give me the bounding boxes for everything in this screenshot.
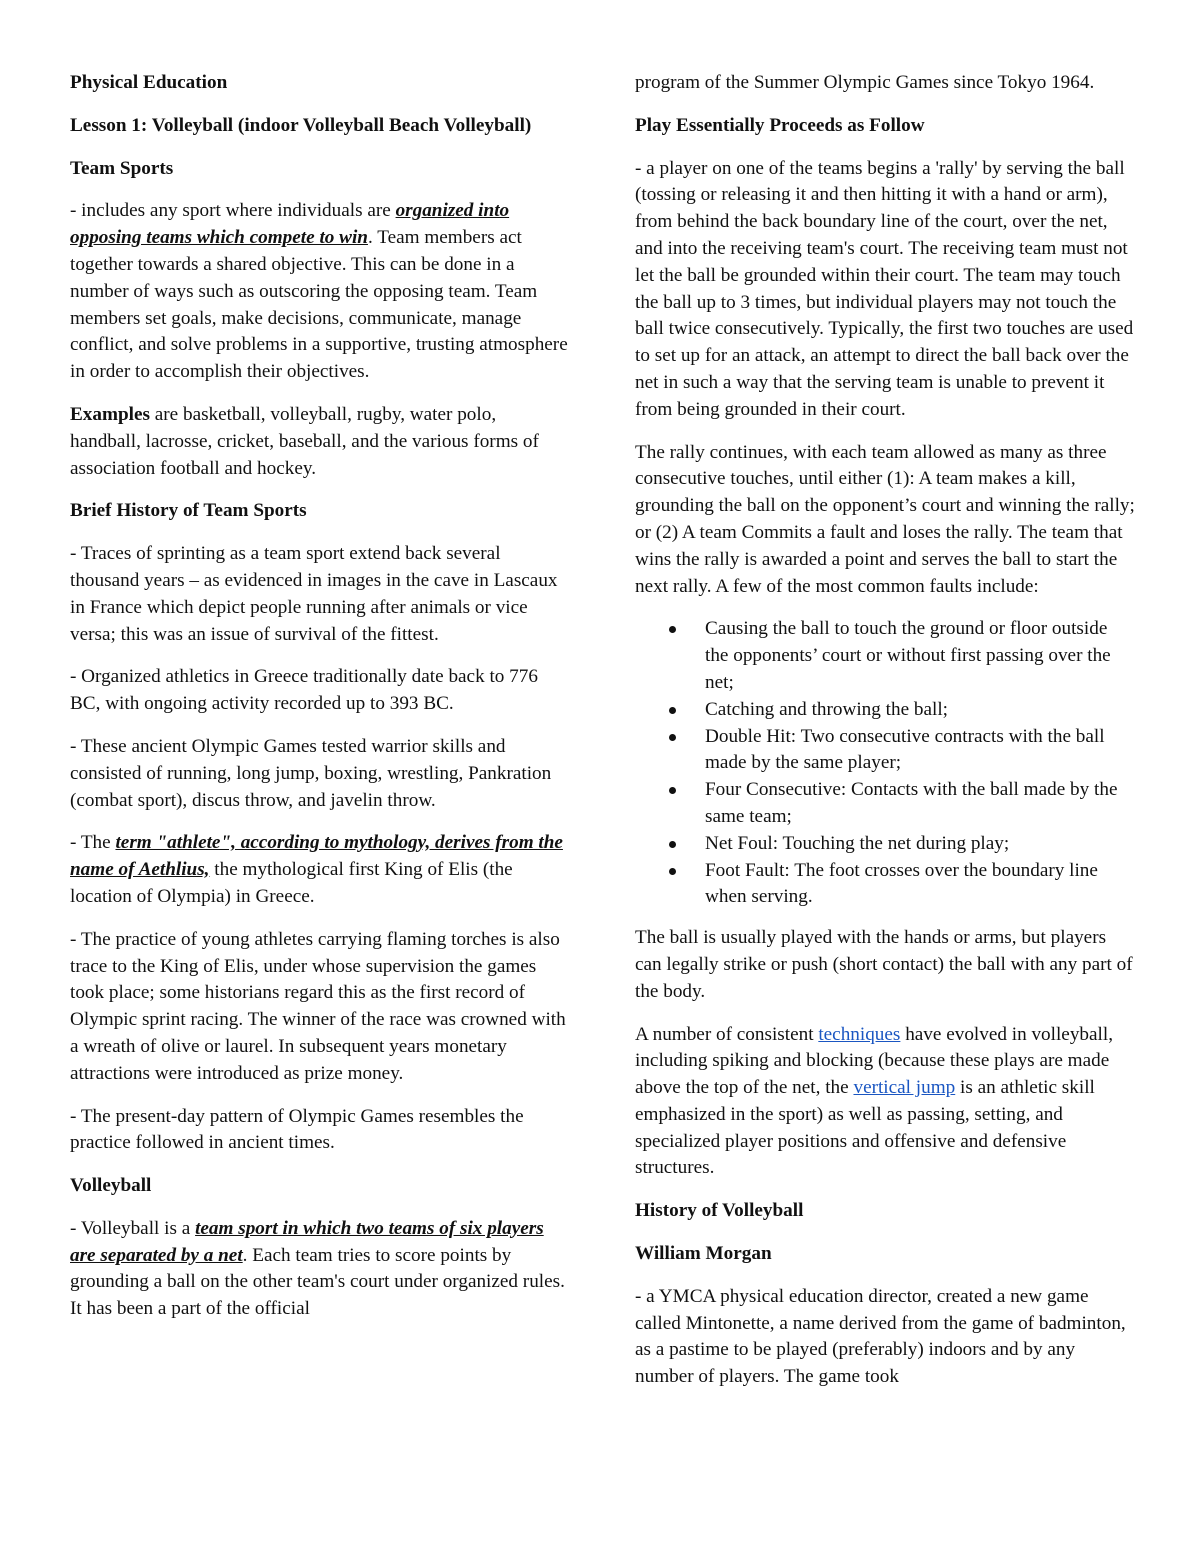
vertical-jump-link[interactable]: vertical jump [853,1077,956,1099]
text: - includes any sport where individuals are [70,200,396,222]
text: have evolved in volleyball, including spiking and blocking (because these plays are made above the top of the net, the [635,1023,1113,1099]
play-paragraph: - a player on one of the teams begins a 'rally' by serving the ball (tossing or releasing it and then hitting it with a hand or arm), from behind the back boundary line of the court, over the net, and into the receiving team's court. The receiving team must not let the ball be grounded within their court. The team may touch the ball up to 3 times, but individual players may not touch the ball twice consecutively. Typically, the first two touches are used to set up for an attack, an attempt to direct the ball back over the net in such a way that the serving team is unable to prevent it from being grounded in their court. [635,157,1134,420]
text: - Volleyball is a [70,1217,196,1239]
list-item: Causing the ball to touch the ground or floor outside the opponents’ court or without first passing over the net; [705,616,1135,696]
text: - The [70,832,116,854]
examples-paragraph [70,402,570,482]
team-sports-heading: Team Sports [70,157,174,179]
team-sports-paragraph [70,198,570,386]
history-of-volleyball-heading: History of Volleyball [635,1200,804,1222]
techniques-link[interactable]: techniques [818,1023,901,1045]
text: the mythological first King of Elis (the location of Olympia) in Greece. [70,859,513,907]
document-title: Physical Education [70,72,228,93]
faults-list [635,616,1135,911]
emphasis-text: term "athlete", according to mythology, derives from the name of Aethlius, [70,832,563,881]
text: . Team members act together towards a shared objective. This can be done in a number of ways such as outscoring the opposing team. Team members set goals, make decisions, communicate, manage conflict, and solve problems in a supportive, trusting atmosphere in order to accomplish their objectives. [70,227,568,383]
list-item: Four Consecutive: Contacts with the ball made by the same team; [705,777,1135,831]
emphasis-text: organized into opposing teams which compete to win [70,200,510,249]
history-paragraph: - Traces of sprinting as a team sport extend back several thousand years – as evidenced in images in the cave in Lascaux in France which depict people running after animals or vice versa; this was an issue of survival of the fittest. [70,543,558,645]
history-paragraph: - The present-day pattern of Olympic Games resembles the practice followed in ancient times. [70,1105,524,1154]
history-paragraph: - Organized athletics in Greece traditionally date back to 776 BC, with ongoing activity recorded up to 393 BC. [70,666,538,715]
techniques-paragraph [635,1022,1135,1183]
list-item: Net Foul: Touching the net during play; [705,831,1135,858]
list-item: Double Hit: Two consecutive contracts with the ball made by the same player; [705,724,1135,778]
history-paragraph: - These ancient Olympic Games tested warrior skills and consisted of running, long jump, boxing, wrestling, Pankration (combat sport), discus throw, and javelin throw. [70,735,552,811]
history-paragraph: - The practice of young athletes carrying flaming torches is also trace to the King of Elis, under whose supervision the games took place; some historians regard this as the first record of Olympic sprint racing. The winner of the race was crowned with a wreath of olive or laurel. In subsequent years monetary attractions were introduced as prize money. [70,928,566,1084]
volleyball-paragraph-continued: program of the Summer Olympic Games since Tokyo 1964. [635,72,1095,93]
text: . Each team tries to score points by grounding a ball on the other team's court under organized rules. It has been a part of the official [70,1244,565,1320]
play-paragraph: The rally continues, with each team allowed as many as three consecutive touches, until either (1): A team makes a kill, grounding the ball on the opponent’s court and winning the rally; or (2) A team Commits a fault and loses the rally. The team that wins the rally is awarded a point and serves the ball to start the next rally. A few of the most common faults include: [635,441,1135,597]
examples-label: Examples [70,403,150,425]
list-item: Catching and throwing the ball; [705,697,1135,724]
play-paragraph: The ball is usually played with the hands or arms, but players can legally strike or push (short contact) the ball with any part of the body. [635,927,1133,1002]
morgan-paragraph: - a YMCA physical education director, created a new game called Mintonette, a name derived from the game of badminton, as a pastime to be played (preferably) indoors and by any number of players. The game took [635,1285,1126,1388]
text: A number of consistent [635,1023,819,1045]
left-column [70,70,570,1339]
william-morgan-heading: William Morgan [635,1243,772,1265]
lesson-heading: Lesson 1: Volleyball (indoor Volleyball Beach Volleyball) [70,114,532,136]
text: is an athletic skill emphasized in the sport) as well as passing, setting, and specialized player positions and offensive and defensive structures. [635,1077,1095,1179]
play-heading: Play Essentially Proceeds as Follow [635,114,925,136]
right-column [635,70,1135,1407]
volleyball-paragraph [70,1216,570,1323]
volleyball-heading: Volleyball [70,1175,152,1197]
list-item: Foot Fault: The foot crosses over the boundary line when serving. [705,858,1135,912]
emphasis-text: team sport in which two teams of six players are separated by a net [70,1217,544,1266]
history-paragraph [70,830,570,910]
text: are basketball, volleyball, rugby, water polo, handball, lacrosse, cricket, baseball, and the various forms of association football and hockey. [70,403,539,479]
history-heading: Brief History of Team Sports [70,500,307,522]
